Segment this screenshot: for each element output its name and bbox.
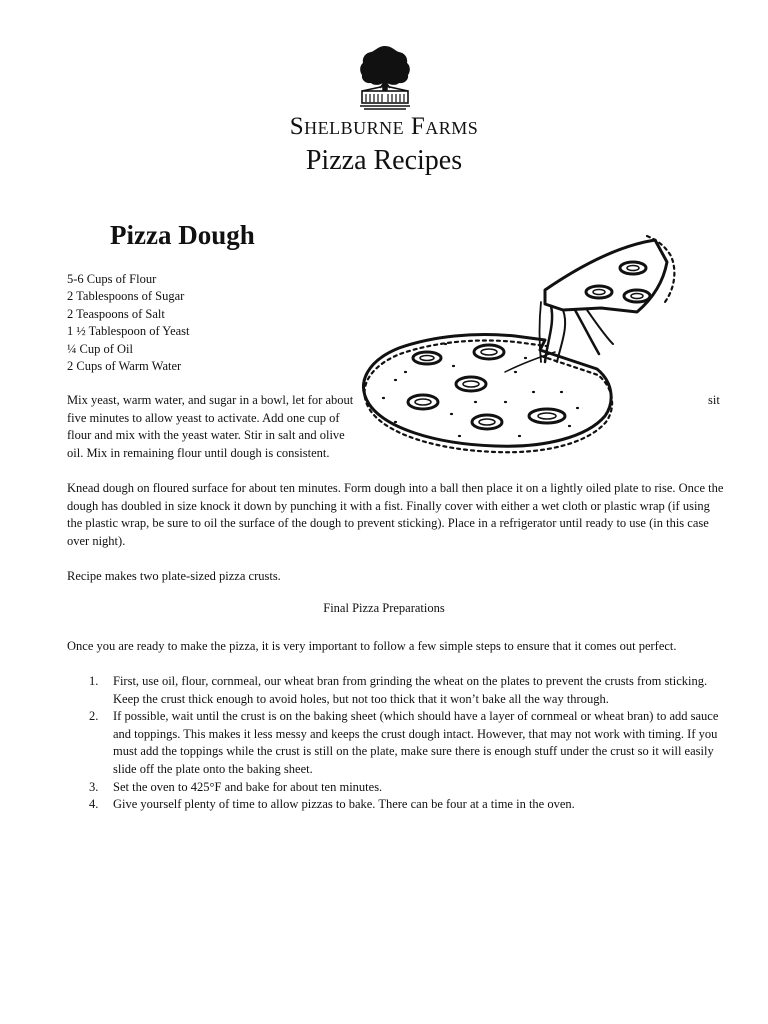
farm-name: Shelburne Farms <box>289 113 479 140</box>
step-item <box>67 779 727 797</box>
step-text: Set the oven to 425°F and bake for about ten minutes. <box>113 779 383 794</box>
final-preparations-intro: Once you are ready to make the pizza, it is very important to follow a few simple steps to ensure that it comes out perfect. <box>67 639 677 653</box>
final-preparations-heading: Final Pizza Preparations <box>323 601 445 615</box>
step-item <box>67 673 727 708</box>
step-item <box>67 796 727 814</box>
shelburne-farms-tree-logo <box>358 44 412 110</box>
ingredient-item: 2 Cups of Warm Water <box>67 359 182 374</box>
step-number: 3. <box>89 779 99 794</box>
ingredient-list <box>67 271 190 375</box>
step-number: 4. <box>89 797 99 812</box>
preparation-steps <box>67 673 727 814</box>
instructions-paragraph: Knead dough on floured surface for about ten minutes. Form dough into a ball then place it on a lightly oiled plate to rise. Once the dough has doubled in size knock it down by punching it with a fist. Finally cover with either a wet cloth or plastic wrap (if using the plastic wrap, be sure to oil the surface of the dough to prevent sticking). Place in a refrigerator until ready to use (in this case over night). <box>67 481 724 548</box>
instructions-paragraph-wrapped: Mix yeast, warm water, and sugar in a bowl, let for about five minutes to allow yeast to activate. Add one cup of flour and mix with the yeast water. Stir in salt and olive oil. Mix in remaining flour until dough is consistent. <box>67 393 354 460</box>
step-number: 2. <box>89 709 99 724</box>
step-text: If possible, wait until the crust is on the baking sheet (which should have a layer of cornmeal or wheat bran) to add sauce and toppings. This makes it less messy and keeps the crust dough intact. However, that may not work with timing. If you must add the toppings while the crust is still on the plate, make sure there is enough stuff under the crust so it will easily slide off the plate onto the baking sheet. <box>113 709 719 776</box>
recipe-yield: Recipe makes two plate-sized pizza crusts. <box>67 569 281 583</box>
pizza-illustration <box>355 232 700 464</box>
ingredient-item: 5-6 Cups of Flour <box>67 272 157 286</box>
ingredient-item: ¼ Cup of Oil <box>67 341 133 356</box>
instructions-sit-word: sit <box>708 393 720 407</box>
ingredient-item: 2 Teaspoons of Salt <box>67 306 165 321</box>
recipe-title: Pizza Dough <box>110 220 255 250</box>
step-item <box>67 708 727 778</box>
step-number: 1. <box>89 674 99 688</box>
document-title: Pizza Recipes <box>305 145 463 176</box>
step-text: First, use oil, flour, cornmeal, our wheat bran from grinding the wheat on the plates to prevent the crusts from sticking. Keep the crust thick enough to avoid holes, but not too thick that it won’t bake all the way through. <box>113 674 708 706</box>
step-text: Give yourself plenty of time to allow pizzas to bake. There can be four at a time in the oven. <box>113 797 575 812</box>
ingredient-item: 2 Tablespoons of Sugar <box>67 289 185 304</box>
ingredient-item: 1 ½ Tablespoon of Yeast <box>67 324 190 339</box>
